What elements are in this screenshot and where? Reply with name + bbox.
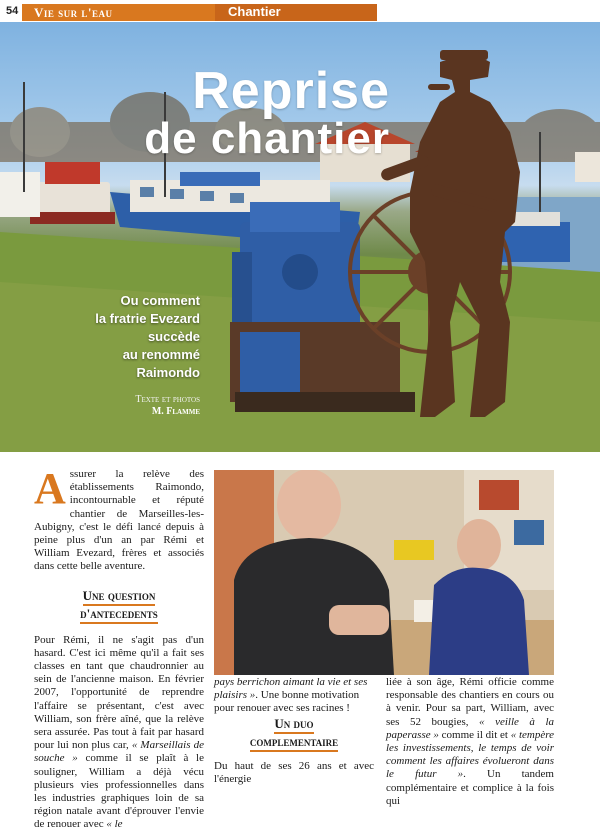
subtitle-line: succède — [147, 329, 200, 344]
subhead-line: complementaire — [250, 734, 338, 752]
subhead-line: d'antecedents — [80, 606, 158, 624]
subtitle — [40, 292, 200, 382]
hero-photo — [0, 22, 600, 452]
para1-continuation: comme il se plaît à le souligner, William a déjà vécu plusieurs vies professionnelles dans les industries graphiques loin de sa région natale avant d'éprouver l'envie de renouer avec — [34, 752, 204, 831]
page-header — [0, 0, 600, 22]
article-column-2 — [214, 704, 374, 790]
col3-text: . Un tandem complémentaire et complice à la fois qui — [386, 768, 554, 807]
headline-line-1: Reprise — [192, 62, 390, 120]
subtitle-line: Ou comment — [120, 293, 200, 308]
section-title: Vie sur l'eau — [34, 5, 113, 20]
subtitle-line: au renommé — [122, 347, 200, 362]
subhead-line: Un duo — [274, 716, 313, 734]
body-paragraph: Du haut de ses 26 ans et avec l'énergie — [214, 760, 374, 786]
body-paragraph — [386, 676, 554, 808]
article-column-3 — [386, 676, 554, 812]
portrait-photo — [214, 470, 554, 675]
credit-label: Texte et photos — [135, 394, 200, 405]
subtitle-line: Raimondo — [136, 365, 200, 380]
subtitle-line: la fratrie Evezard — [95, 311, 200, 326]
white-boat — [0, 172, 40, 217]
intro-text: ssurer la relève des établissements Raimondo, incontournable et réputé chantier de Marseilles-les-Aubigny, c'est le défi lancé depuis à peine plus d'un an par Rémi et William Evezard, frères et associés dans cette belle aventure. — [34, 468, 204, 573]
body-paragraph — [34, 634, 204, 832]
para1-text: Pour Rémi, il ne s'agit pas d'un hasard. C'est ici même qu'il a fait ses classes en tant que chaudronnier au sein de l'ancienne maison. En février 2007, l'opportunité de reprendre l'affaire se présentant, c'est avec William, son frère aîné, que la relève sera assurée. Pas tout à fait par hasard pour lui non plus car, — [34, 633, 204, 752]
drop-cap: A — [34, 464, 66, 513]
col3-quote: « tempère les investissements, le temps de voir comment les affaires évolueront dans le futur » — [386, 728, 555, 781]
subhead-antecedents — [34, 588, 204, 624]
portrait-scene — [214, 470, 554, 675]
red-boat — [30, 162, 115, 224]
para1-end: « le — [106, 818, 123, 831]
rubric-label: Chantier — [228, 4, 281, 19]
article-column-1 — [34, 464, 204, 836]
col3-quote: « veille à la paperasse » — [386, 715, 555, 741]
subhead-line: Une question — [83, 588, 156, 606]
caption-rest: . Une bonne motivation pour renouer avec ses racines ! — [214, 689, 360, 714]
col3-text: comme il dit et — [441, 728, 508, 741]
headline-line-2: de chantier — [144, 114, 390, 163]
para1-quote: « Marseillais de souche » — [34, 739, 204, 765]
page-number: 54 — [6, 5, 19, 17]
credit-name: M. Flamme — [151, 406, 200, 417]
intro-paragraph — [34, 464, 204, 574]
headline — [30, 62, 390, 163]
subhead-duo — [214, 716, 374, 752]
col3-text: liée à son âge, Rémi officie comme responsable des chantiers en cours ou à venir. Pour sa part, William, avec ses 52 bougies, — [386, 676, 554, 728]
caption-italic: pays berrichon aimant la vie et ses plaisirs » — [214, 676, 368, 701]
